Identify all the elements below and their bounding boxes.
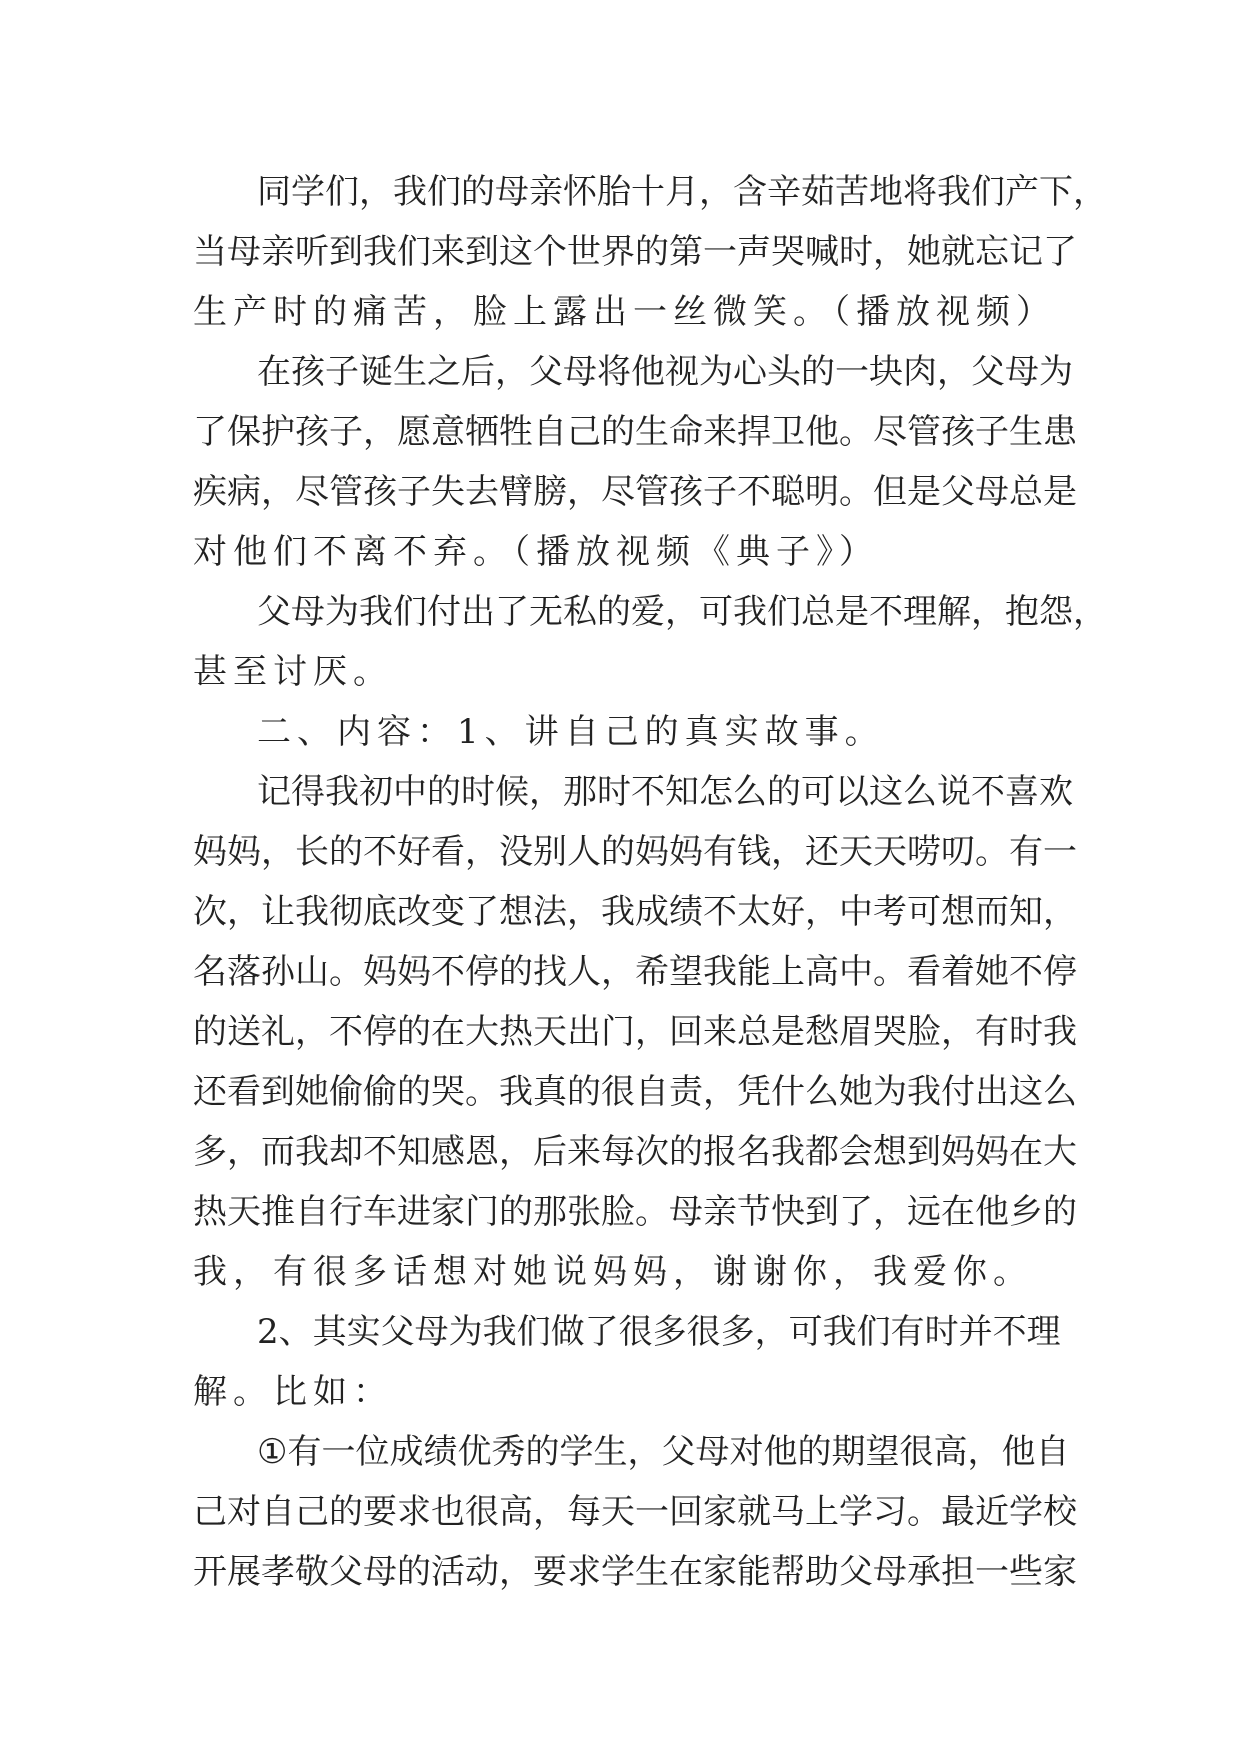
text-line: 同 学 们 ， 我 们 的 母 亲 怀 胎 十 月 ， 含 辛 茹 苦 地 将 我 们 产 下 ， <box>257 172 1107 212</box>
text-line: 在 孩 子 诞 生 之 后 ， 父 母 将 他 视 为 心 头 的 一 块 肉 ， 父 母 为 <box>257 352 1073 392</box>
text-line: 热 天 推 自 行 车 进 家 门 的 那 张 脸 。 母 亲 节 快 到 了 ， 远 在 他 乡 的 <box>193 1192 1077 1232</box>
text-line: 开 展 孝 敬 父 母 的 活 动 ， 要 求 学 生 在 家 能 帮 助 父 母 承 担 一 些 家 <box>193 1552 1077 1592</box>
text-line: 还 看 到 她 偷 偷 的 哭 。 我 真 的 很 自 责 ， 凭 什 么 她 为 我 付 出 这 么 <box>193 1072 1077 1112</box>
text-line: 我，有很多话想对她说妈妈，谢谢你，我爱你。 <box>193 1252 1033 1292</box>
text-line: 二、内容：1、讲自己的真实故事。 <box>257 712 885 752</box>
text-line: 记 得 我 初 中 的 时 候 ， 那 时 不 知 怎 么 的 可 以 这 么 说 不 喜 欢 <box>257 772 1073 812</box>
text-line: 生产时的痛苦，脸上露出一丝微笑。（播放视频） <box>193 292 1056 332</box>
text-line: ① 有 一 位 成 绩 优 秀 的 学 生 ， 父 母 对 他 的 期 望 很 高 ， 他 自 <box>257 1432 1070 1472</box>
text-line: 解。比如： <box>193 1372 393 1412</box>
document-body <box>193 162 1107 1602</box>
text-line: 疾 病 ， 尽 管 孩 子 失 去 臂 膀 ， 尽 管 孩 子 不 聪 明 。 但 是 父 母 总 是 <box>193 472 1077 512</box>
text-line: 对他们不离不弃。（播放视频《典子》） <box>193 532 879 572</box>
text-line: 多 ， 而 我 却 不 知 感 恩 ， 后 来 每 次 的 报 名 我 都 会 想 到 妈 妈 在 大 <box>193 1132 1077 1172</box>
text-line: 当 母 亲 听 到 我 们 来 到 这 个 世 界 的 第 一 声 哭 喊 时 ， 她 就 忘 记 了 <box>193 232 1077 272</box>
text-line: 妈 妈 ， 长 的 不 好 看 ， 没 别 人 的 妈 妈 有 钱 ， 还 天 天 唠 叨 。 有 一 <box>193 832 1077 872</box>
text-line: 2 、 其 实 父 母 为 我 们 做 了 很 多 很 多 ， 可 我 们 有 时 并 不 理 <box>257 1312 1061 1352</box>
text-line: 己 对 自 己 的 要 求 也 很 高 ， 每 天 一 回 家 就 马 上 学 习 。 最 近 学 校 <box>193 1492 1077 1532</box>
text-line: 次 ， 让 我 彻 底 改 变 了 想 法 ， 我 成 绩 不 太 好 ， 中 考 可 想 而 知 ， <box>193 892 1077 932</box>
text-line: 了 保 护 孩 子 ， 愿 意 牺 牲 自 己 的 生 命 来 捍 卫 他 。 尽 管 孩 子 生 患 <box>193 412 1077 452</box>
text-line: 父 母 为 我 们 付 出 了 无 私 的 爱 ， 可 我 们 总 是 不 理 解 ， 抱 怨 ， <box>257 592 1107 632</box>
text-line: 甚至讨厌。 <box>193 652 393 692</box>
text-line: 的 送 礼 ， 不 停 的 在 大 热 天 出 门 ， 回 来 总 是 愁 眉 哭 脸 ， 有 时 我 <box>193 1012 1077 1052</box>
text-line: 名 落 孙 山 。 妈 妈 不 停 的 找 人 ， 希 望 我 能 上 高 中 。 看 着 她 不 停 <box>193 952 1077 992</box>
